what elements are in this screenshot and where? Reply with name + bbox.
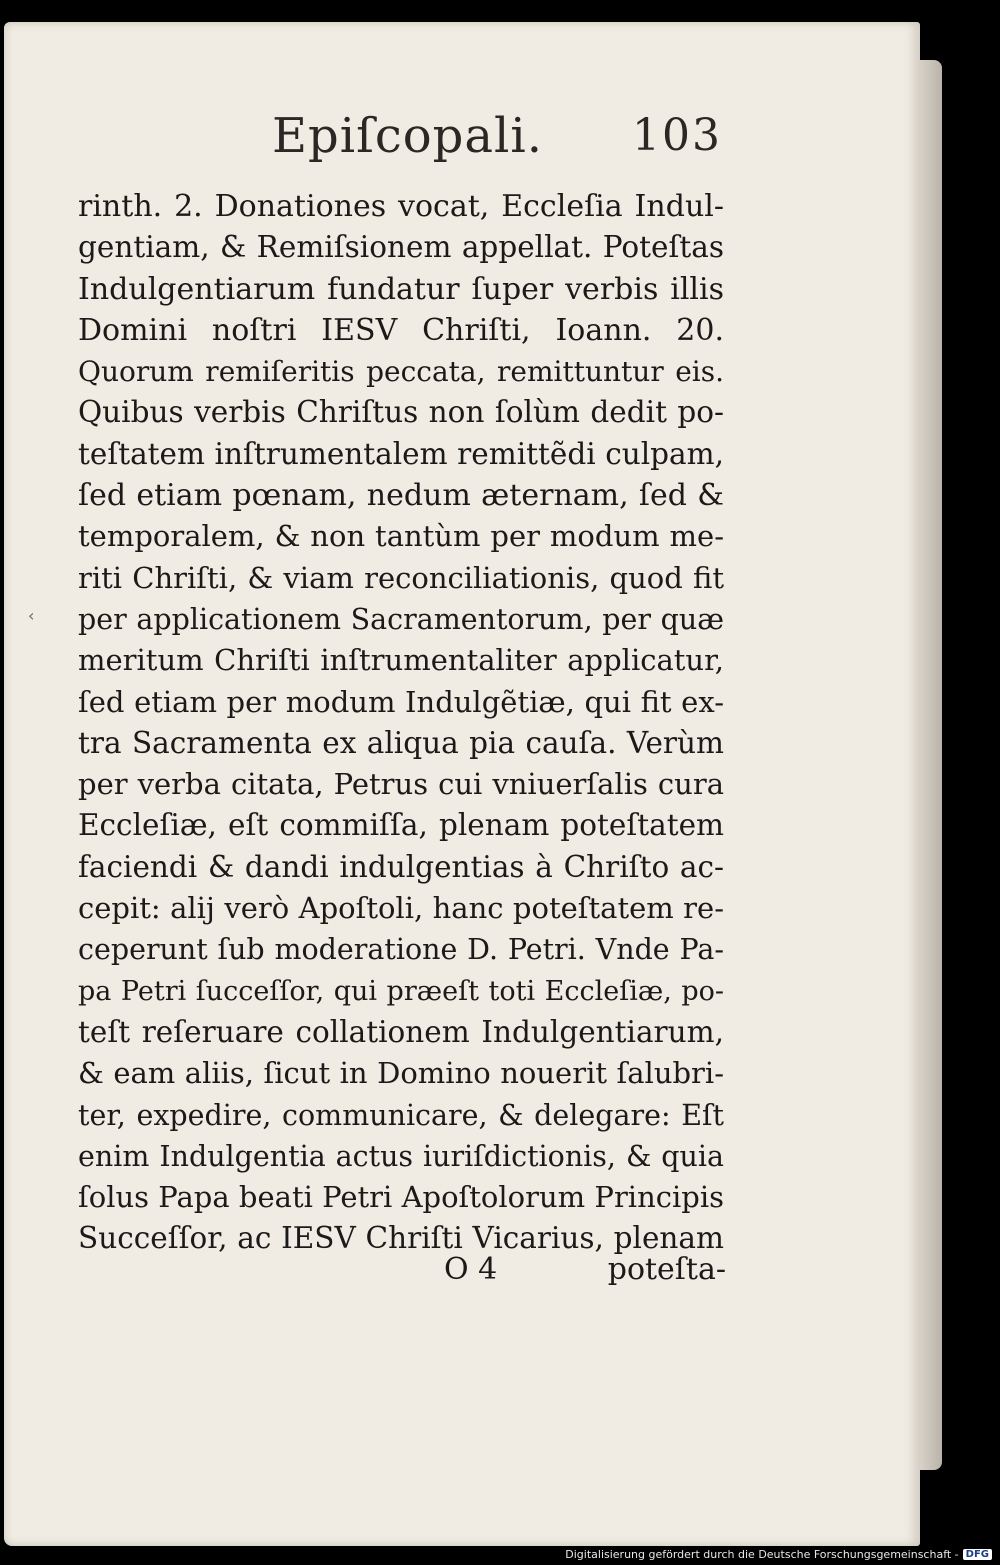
text-line: Domini noſtri IESV Chriſti, Ioann. 20. [78,312,724,348]
page-footer [444,1252,726,1296]
text-line: gentiam, & Remiſsionem appellat. Poteſtas [78,230,724,265]
text-line: meritum Chriſti inſtrumentaliter applicatur, [78,643,724,678]
text-line: enim Indulgentia actus iuriſdictionis, & quia [78,1139,724,1173]
credit-text: Digitalisierung gefördert durch die Deutsche Forschungsgemeinschaft - [565,1548,959,1561]
dfg-logo: DFG [963,1549,992,1560]
text-line: Indulgentiarum fundatur ſuper verbis illis [78,271,724,307]
text-line: cepit: alij verò Apoſtoli, hanc poteſtatem re- [78,891,724,926]
text-line: ter, expedire, communicare, & delegare: Eſt [78,1098,724,1132]
text-line: ſolus Papa beati Petri Apoſtolorum Principis [78,1180,724,1215]
text-line: teſt reſeruare collationem Indulgentiarum, [78,1014,724,1049]
page-edge [918,60,942,1470]
text-line: rinth. 2. Donationes vocat, Eccleſia Indul- [78,189,724,224]
page-number: 103 [632,110,722,161]
text-line: Eccleſiæ, eſt commiſſa, plenam poteſtatem [78,808,724,843]
text-line: per verba citata, Petrus cui vniuerſalis cura [78,767,724,802]
catchword: poteſta- [607,1252,726,1287]
margin-mark: ‹ [28,606,35,625]
text-line: teſtatem inſtrumentalem remittẽdi culpam, [78,436,724,471]
text-line: Quorum remiſeritis peccata, remittuntur eis. [78,355,724,389]
text-line: & eam aliis, ſicut in Domino nouerit ſalubri- [78,1056,724,1091]
text-line: ceperunt ſub moderatione D. Petri. Vnde Pa- [78,933,724,967]
signature-mark: O 4 [444,1252,498,1287]
text-line: ſed etiam per modum Indulgẽtiæ, qui fit ex- [78,684,724,719]
running-title: Epiſcopali. [272,108,543,164]
page-header [272,108,722,172]
text-line: riti Chriſti, & viam reconciliationis, quod fit [78,560,724,595]
body-text [78,186,724,1260]
text-line: tra Sacramenta ex aliqua pia cauſa. Verùm [78,725,724,760]
text-line: faciendi & dandi indulgentias à Chriſto ac- [78,849,724,884]
text-line: Quibus verbis Chriſtus non ſolùm dedit po- [78,395,724,430]
digitization-credit [565,1548,992,1561]
text-line: temporalem, & non tantùm per modum me- [78,519,724,554]
text-line: per applicationem Sacramentorum, per quæ [78,602,724,636]
text-line: Succeſſor, ac IESV Chriſti Vicarius, plenam [78,1221,724,1256]
text-line: pa Petri ſucceſſor, qui præeſt toti Eccleſiæ, po- [78,975,724,1007]
text-line: ſed etiam pœnam, nedum æternam, ſed & [78,478,724,514]
